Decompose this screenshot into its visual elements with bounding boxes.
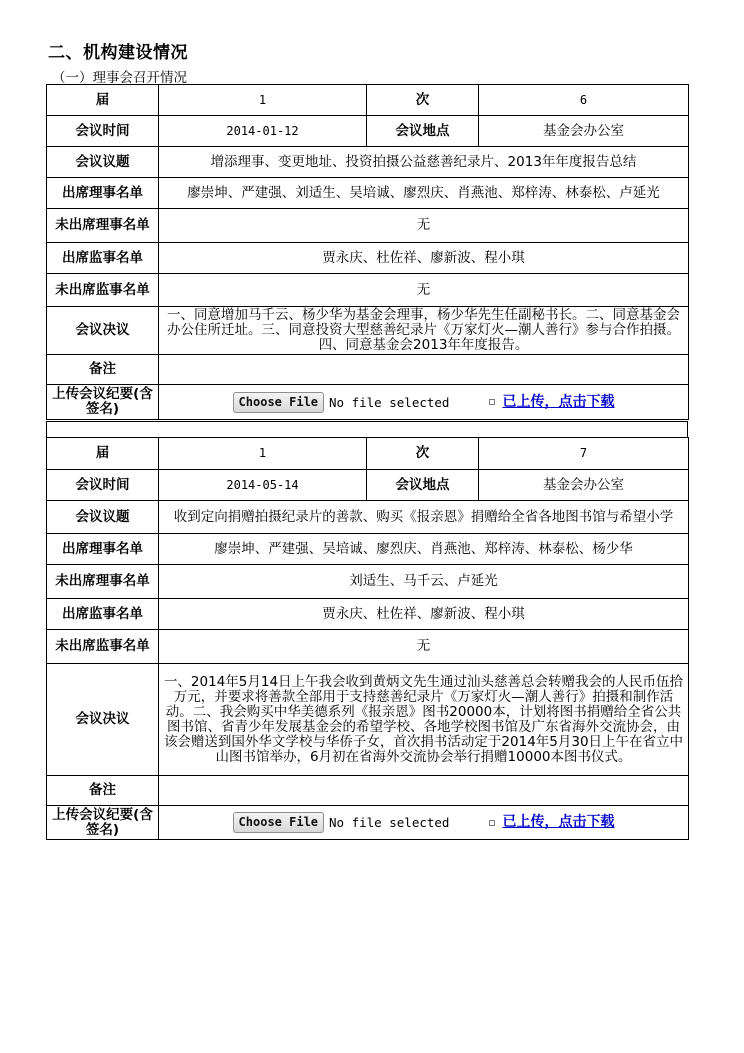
resolution-label: 会议决议: [47, 664, 159, 776]
absent-directors-label: 未出席理事名单: [47, 565, 159, 599]
remark-value: [159, 776, 689, 806]
upload-cell: [159, 806, 689, 840]
absent-directors-value: 刘适生、马千云、卢延光: [159, 565, 689, 599]
topic-label: 会议议题: [47, 147, 159, 178]
resolution-label: 会议决议: [47, 307, 159, 355]
absent-directors-value: 无: [159, 209, 689, 243]
present-supervisors-label: 出席监事名单: [47, 599, 159, 630]
upload-label: 上传会议纪要(含签名): [47, 806, 159, 840]
broken-image-icon: [489, 399, 495, 405]
choose-file-button[interactable]: Choose File: [233, 392, 324, 413]
meeting-table-1: [46, 84, 689, 420]
remark-label: 备注: [47, 776, 159, 806]
meeting-table-2: [46, 437, 689, 840]
place-label: 会议地点: [367, 470, 479, 501]
present-supervisors-label: 出席监事名单: [47, 243, 159, 274]
number-label: 次: [367, 85, 479, 116]
place-label: 会议地点: [367, 116, 479, 147]
subsection-title: （一）理事会召开情况: [52, 70, 187, 86]
remark-value: [159, 355, 689, 385]
present-supervisors-value: 贾永庆、杜佐祥、廖新波、程小琪: [159, 243, 689, 274]
time-label: 会议时间: [47, 470, 159, 501]
time-label: 会议时间: [47, 116, 159, 147]
absent-directors-label: 未出席理事名单: [47, 209, 159, 243]
download-link[interactable]: 已上传，点击下载: [502, 393, 615, 410]
absent-supervisors-value: 无: [159, 630, 689, 664]
file-status: No file selected: [329, 394, 450, 410]
absent-supervisors-value: 无: [159, 274, 689, 307]
present-directors-value: 廖崇坤、严建强、吴培诚、廖烈庆、肖燕池、郑梓涛、林泰松、杨少华: [159, 534, 689, 565]
table-spacer: [46, 421, 688, 437]
resolution-value: 一、2014年5月14日上午我会收到黄炳文先生通过汕头慈善总会转赠我会的人民币伍拾万元，并要求将善款全部用于支持慈善纪录片《万家灯火—潮人善行》拍摄和制作活动。二、我会购买中华美德系列《报亲恩》图书20000本，计划将图书捐赠给全省公共图书馆、省青少年发展基金会的希望学校、各地学校图书馆及广东省海外交流协会，由该会赠送到国外华文学校与华侨子女，首次捐书活动定于2014年5月30日上午在省立中山图书馆举办，6月初在省海外交流协会举行捐赠10000本图书仪式。: [159, 664, 689, 776]
number-value: 6: [479, 85, 689, 116]
download-link[interactable]: 已上传，点击下载: [502, 814, 615, 830]
upload-cell: [159, 385, 689, 420]
place-value: 基金会办公室: [479, 470, 689, 501]
topic-label: 会议议题: [47, 501, 159, 534]
section-title: 二、机构建设情况: [48, 43, 188, 63]
present-supervisors-value: 贾永庆、杜佐祥、廖新波、程小琪: [159, 599, 689, 630]
session-value: 1: [159, 438, 367, 470]
absent-supervisors-label: 未出席监事名单: [47, 274, 159, 307]
remark-label: 备注: [47, 355, 159, 385]
time-value: 2014-01-12: [159, 116, 367, 147]
time-value: 2014-05-14: [159, 470, 367, 501]
topic-value: 增添理事、变更地址、投资拍摄公益慈善纪录片、2013年年度报告总结: [159, 147, 689, 178]
present-directors-label: 出席理事名单: [47, 178, 159, 209]
absent-supervisors-label: 未出席监事名单: [47, 630, 159, 664]
broken-image-icon: [489, 820, 495, 826]
upload-label: 上传会议纪要(含签名): [47, 385, 159, 420]
session-value: 1: [159, 85, 367, 116]
choose-file-button[interactable]: Choose File: [233, 812, 324, 833]
session-label: 届: [47, 85, 159, 116]
session-label: 届: [47, 438, 159, 470]
file-status: No file selected: [329, 815, 450, 830]
place-value: 基金会办公室: [479, 116, 689, 147]
number-value: 7: [479, 438, 689, 470]
resolution-value: 一、同意增加马千云、杨少华为基金会理事，杨少华先生任副秘书长。二、同意基金会办公住所迁址。三、同意投资大型慈善纪录片《万家灯火—潮人善行》参与合作拍摄。四、同意基金会2013年年度报告。: [159, 307, 689, 355]
topic-value: 收到定向捐赠拍摄纪录片的善款、购买《报亲恩》捐赠给全省各地图书馆与希望小学: [159, 501, 689, 534]
present-directors-label: 出席理事名单: [47, 534, 159, 565]
number-label: 次: [367, 438, 479, 470]
present-directors-value: 廖崇坤、严建强、刘适生、吴培诚、廖烈庆、肖燕池、郑梓涛、林泰松、卢延光: [159, 178, 689, 209]
